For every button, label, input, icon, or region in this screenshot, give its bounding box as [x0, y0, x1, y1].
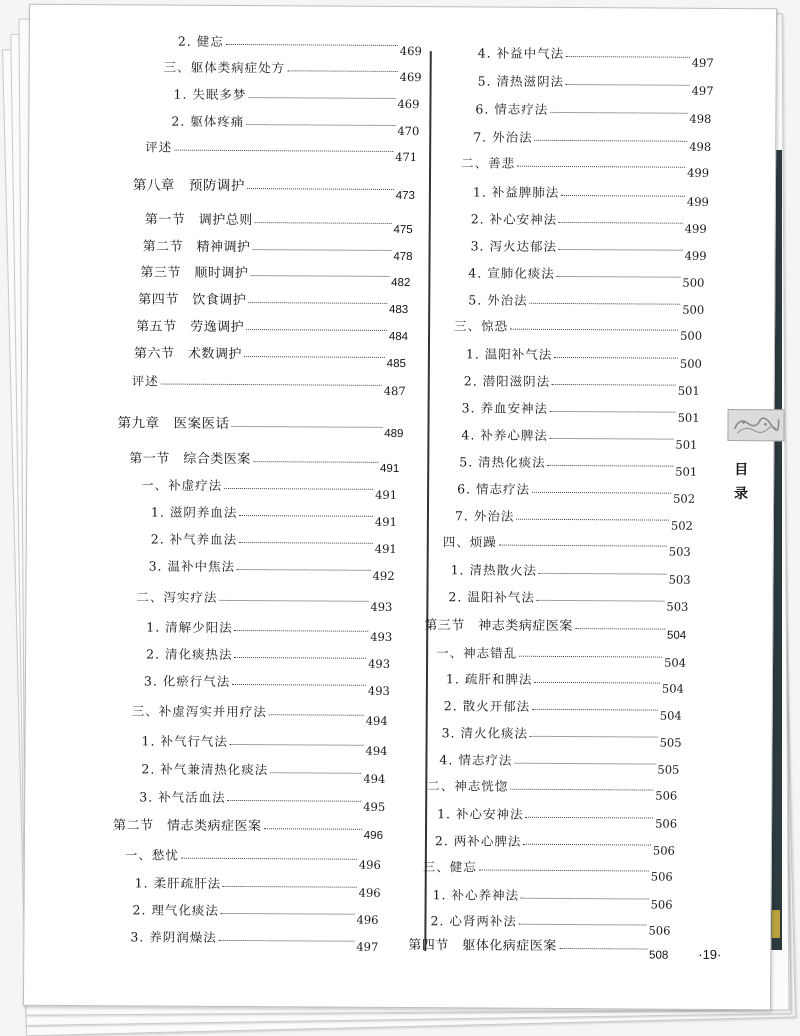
- toc-entry-page: 496: [358, 885, 381, 900]
- toc-entry-label: 2. 补气养血法: [150, 531, 238, 548]
- toc-entry-label: 1. 柔肝疏肝法: [134, 875, 222, 891]
- dot-leader: [575, 628, 665, 630]
- toc-entry: [461, 149, 710, 180]
- toc-entry: [470, 232, 707, 263]
- toc-entry-page: 500: [680, 328, 703, 343]
- toc-entry-page: 503: [666, 599, 689, 614]
- toc-entry-label: 3. 化瘀行气法: [143, 673, 231, 689]
- toc-entry: [136, 583, 393, 614]
- column-divider: [424, 51, 431, 951]
- toc-entry-label: 1. 补心安神法: [437, 806, 524, 822]
- toc-entry-label: 一、神志错乱: [436, 645, 518, 661]
- dot-leader: [255, 222, 392, 224]
- toc-entry-label: 第一节 调护总则: [144, 211, 253, 228]
- toc-entry: [436, 639, 687, 670]
- toc-entry-label: 二、善悲: [461, 155, 516, 171]
- dot-leader: [239, 542, 373, 544]
- toc-entry: [129, 444, 400, 475]
- toc-entry: [113, 811, 384, 842]
- toc-entry-page: 494: [365, 713, 388, 728]
- toc-entry-label: 3. 清火化痰法: [441, 725, 529, 741]
- toc-entry: [143, 667, 390, 698]
- dot-leader: [537, 600, 665, 602]
- toc-entry-page: 503: [668, 544, 691, 559]
- toc-entry-page: 506: [650, 897, 673, 912]
- toc-entry-label: 3. 养血安神法: [461, 400, 549, 416]
- dot-leader: [253, 461, 378, 463]
- toc-entry-page: 491: [374, 541, 397, 556]
- toc-entry-label: 1. 补益脾肺法: [472, 184, 560, 200]
- toc-entry-page: 506: [648, 923, 671, 938]
- toc-entry-label: 1. 疏肝和脾法: [445, 671, 533, 687]
- toc-entry-label: 三、补虚泻实并用疗法: [131, 703, 267, 720]
- toc-entry: [442, 528, 691, 559]
- toc-entry: [141, 755, 386, 786]
- dot-leader: [232, 684, 366, 686]
- toc-entry-page: 491: [374, 514, 397, 529]
- toc-entry: [472, 178, 709, 209]
- toc-entry-page: 500: [682, 275, 705, 290]
- toc-entry-page: 506: [655, 816, 678, 831]
- toc-entry-label: 1. 补气行气法: [141, 733, 229, 749]
- toc-entry-page: 493: [370, 629, 393, 644]
- toc-entry-page: 504: [664, 655, 687, 670]
- toc-entry-label: 4. 宣肺化痰法: [468, 265, 555, 281]
- toc-entry: [148, 552, 395, 583]
- dot-leader: [530, 736, 658, 738]
- toc-entry-page: 506: [655, 788, 678, 803]
- toc-entry-label: 评述: [131, 373, 159, 389]
- toc-entry-label: 一、补虚疗法: [141, 477, 223, 493]
- toc-entry: [117, 409, 404, 441]
- toc-entry-page: 493: [367, 683, 390, 698]
- toc-entry: [140, 258, 411, 290]
- edge-accent: [772, 910, 780, 938]
- toc-entry-page: 502: [670, 518, 693, 533]
- toc-entry-page: 499: [684, 221, 707, 236]
- toc-entry-label: 第五节 劳逸调护: [136, 318, 245, 335]
- decorative-seal: [727, 409, 784, 441]
- toc-entry-label: 2. 躯体疼痛: [171, 113, 245, 130]
- toc-entry-label: 1. 清热散火法: [450, 562, 538, 578]
- dot-leader: [559, 249, 683, 251]
- toc-entry: [145, 133, 418, 165]
- toc-entry: [131, 367, 406, 399]
- toc-entry: [465, 340, 702, 371]
- toc-entry-page: 469: [399, 69, 422, 85]
- toc-entry: [461, 394, 700, 425]
- toc-entry: [434, 827, 675, 858]
- toc-entry-label: 第二节 情志类病症医案: [113, 817, 262, 834]
- dot-leader: [539, 573, 667, 575]
- toc-entry-label: 二、泻实疗法: [136, 589, 218, 605]
- toc-entry-page: 494: [363, 771, 386, 786]
- dot-leader: [244, 356, 385, 358]
- toc-entry-page: 493: [370, 599, 393, 614]
- toc-entry: [136, 312, 409, 344]
- dot-leader: [224, 488, 373, 490]
- toc-entry-page: 483: [388, 303, 409, 317]
- toc-entry-page: 496: [358, 857, 381, 872]
- dot-leader: [523, 844, 651, 846]
- toc-entry: [173, 81, 420, 112]
- toc-entry: [124, 841, 381, 872]
- toc-entry: [477, 67, 714, 98]
- toc-entry-page: 506: [652, 843, 675, 858]
- toc-entry-page: 501: [675, 437, 698, 452]
- toc-entry-page: 475: [393, 223, 413, 237]
- dot-leader: [548, 465, 674, 467]
- toc-entry-page: 492: [372, 568, 395, 583]
- toc-entry: [177, 28, 422, 59]
- toc-entry: [437, 800, 678, 831]
- toc-entry-label: 一、愁忧: [124, 847, 179, 863]
- toc-entry: [150, 525, 397, 556]
- toc-entry-page: 504: [666, 629, 687, 642]
- toc-entry-label: 第二节 精神调护: [142, 238, 251, 255]
- toc-entry: [422, 853, 673, 884]
- toc-entry: [131, 697, 388, 728]
- dot-leader: [248, 302, 387, 304]
- toc-entry-page: 501: [675, 464, 698, 479]
- toc-entry-page: 497: [691, 83, 714, 98]
- dot-leader: [237, 569, 371, 571]
- dot-leader: [535, 140, 688, 142]
- dot-leader: [510, 789, 653, 791]
- toc-entry-label: 1. 失眠多梦: [173, 86, 247, 103]
- toc-entry-page: 500: [679, 356, 702, 371]
- toc-entry-page: 497: [691, 55, 714, 70]
- dot-leader: [514, 763, 655, 765]
- dot-leader: [231, 426, 382, 428]
- toc-entry: [430, 907, 671, 938]
- toc-entry-label: 第六节 术数调护: [133, 345, 242, 362]
- toc-entry-page: 469: [399, 43, 422, 59]
- toc-entry-page: 496: [356, 912, 379, 927]
- dot-leader: [221, 913, 355, 915]
- toc-entry: [171, 108, 420, 139]
- dot-leader: [246, 124, 395, 126]
- dot-leader: [499, 545, 667, 547]
- toc-entry: [459, 448, 698, 479]
- toc-entry: [475, 95, 712, 126]
- toc-entry-label: 4. 补益中气法: [477, 45, 565, 61]
- dot-leader: [250, 275, 389, 277]
- toc-entry-page: 469: [397, 96, 420, 112]
- toc-entry-page: 494: [365, 743, 388, 758]
- dot-leader: [552, 384, 676, 386]
- toc-entry-label: 2. 补心安神法: [470, 211, 558, 227]
- toc-entry-label: 4. 补养心脾法: [461, 427, 548, 443]
- toc-entry: [461, 421, 698, 452]
- toc-entry-page: 493: [368, 656, 391, 671]
- dot-leader: [181, 858, 357, 860]
- toc-entry-label: 1. 清解少阳法: [146, 619, 233, 635]
- toc-entry-label: 1. 补心养神法: [432, 887, 520, 903]
- toc-entry-page: 497: [356, 939, 379, 954]
- dot-leader: [534, 682, 660, 684]
- toc-entry: [477, 39, 714, 70]
- dot-leader: [228, 800, 362, 802]
- dot-leader: [550, 411, 676, 413]
- dragon-pattern-icon: [731, 413, 781, 437]
- toc-entry: [445, 665, 684, 696]
- toc-entry: [439, 746, 680, 777]
- toc-entry-label: 5. 清热化痰法: [459, 454, 546, 470]
- toc-vertical-title: 目 录: [734, 461, 749, 502]
- dot-leader: [519, 656, 662, 658]
- dot-leader: [223, 886, 357, 888]
- toc-entry: [130, 923, 379, 954]
- toc-entry-page: 504: [661, 681, 684, 696]
- toc-entry-label: 三、惊恐: [454, 318, 509, 334]
- dot-leader: [530, 303, 681, 305]
- toc-entry-label: 2. 补气兼清热化痰法: [141, 761, 269, 778]
- toc-entry: [132, 896, 379, 927]
- toc-entry-page: 506: [650, 869, 673, 884]
- toc-entry-label: 第四节 躯体化病症医案: [408, 937, 557, 953]
- toc-entry-label: 2. 散火开郁法: [443, 698, 531, 714]
- toc-entry-page: 491: [375, 487, 398, 502]
- toc-entry-label: 第一节 综合类医案: [129, 450, 251, 467]
- toc-entry: [132, 171, 415, 203]
- toc-entry-label: 2. 健忘: [177, 33, 224, 49]
- toc-entry-label: 第三节 顺时调护: [140, 264, 249, 281]
- toc-entry: [144, 205, 413, 237]
- toc-entry-label: 4. 情志疗法: [439, 752, 513, 768]
- dot-leader: [566, 84, 690, 86]
- toc-entry-page: 484: [388, 330, 409, 344]
- toc-entry-page: 473: [395, 189, 415, 203]
- dot-leader: [248, 97, 395, 99]
- dot-leader: [219, 940, 355, 942]
- dot-leader: [174, 150, 393, 152]
- dot-leader: [270, 772, 361, 774]
- toc-entry-label: 二、神志恍惚: [427, 778, 509, 794]
- dot-leader: [557, 276, 681, 278]
- toc-entry: [427, 772, 678, 803]
- toc-entry-page: 505: [659, 735, 682, 750]
- toc-entry: [138, 285, 409, 317]
- dot-leader: [519, 924, 647, 926]
- toc-entry-page: 471: [395, 149, 418, 165]
- dot-leader: [264, 828, 362, 830]
- toc-entry-page: 508: [649, 949, 669, 962]
- toc-entry-page: 470: [397, 123, 420, 139]
- toc-entry: [454, 502, 693, 533]
- toc-entry-label: 3. 补气活血法: [139, 789, 226, 805]
- toc-entry: [468, 259, 705, 290]
- toc-entry-label: 四、烦躁: [442, 534, 497, 550]
- dot-leader: [269, 714, 364, 716]
- toc-entry-page: 504: [659, 708, 682, 723]
- toc-entry-page: 498: [689, 111, 712, 126]
- toc-entry-label: 1. 温阳补气法: [465, 346, 553, 362]
- dot-leader: [226, 44, 398, 46]
- toc-entry-label: 5. 外治法: [468, 292, 528, 308]
- toc-entry-label: 评述: [145, 139, 173, 155]
- dot-leader: [230, 744, 364, 746]
- toc-entry: [146, 640, 391, 671]
- toc-entry-label: 3. 泻火达郁法: [470, 238, 558, 254]
- toc-entry: [139, 783, 386, 814]
- dot-leader: [559, 948, 647, 950]
- toc-entry-label: 1. 滋阴养血法: [150, 504, 238, 521]
- toc-entry: [133, 339, 406, 371]
- toc-entry-label: 第八章 预防调护: [132, 177, 246, 194]
- toc-entry: [142, 232, 413, 264]
- toc-entry-label: 第九章 医案医话: [117, 415, 230, 431]
- toc-entry-page: 501: [677, 410, 700, 425]
- toc-entry: [432, 881, 673, 912]
- toc-entry: [441, 719, 682, 750]
- toc-entry-page: 487: [383, 383, 406, 399]
- toc-entry-page: 499: [687, 165, 710, 180]
- toc-entry-page: 495: [363, 799, 386, 814]
- dot-leader: [554, 357, 678, 359]
- toc-entry: [163, 54, 422, 85]
- toc-entry: [473, 123, 712, 154]
- toc-entry: [448, 583, 689, 614]
- dot-leader: [532, 492, 671, 494]
- toc-entry-label: 2. 温阳补气法: [448, 589, 535, 605]
- dot-leader: [559, 222, 683, 224]
- toc-entry-label: 2. 心肾两补法: [430, 913, 517, 929]
- toc-entry: [457, 475, 696, 506]
- dot-leader: [521, 898, 649, 900]
- toc-entry: [454, 312, 703, 343]
- toc-entry-page: 491: [380, 462, 400, 475]
- toc-entry-page: 498: [689, 139, 712, 154]
- toc-entry-page: 482: [391, 276, 411, 290]
- toc-entry-label: 5. 清热滋阴法: [477, 73, 565, 89]
- dot-leader: [517, 166, 685, 168]
- toc-entry-label: 三、躯体类病症处方: [163, 59, 286, 76]
- toc-entry-label: 三、健忘: [422, 859, 477, 875]
- toc-entry: [468, 286, 705, 317]
- dot-leader: [287, 70, 398, 72]
- dot-leader: [550, 438, 674, 440]
- toc-entry-page: 502: [673, 491, 696, 506]
- toc-entry: [150, 498, 397, 529]
- dot-leader: [239, 515, 373, 517]
- dot-leader: [479, 869, 649, 871]
- toc-entry: [141, 471, 398, 502]
- toc-entry: [146, 613, 393, 644]
- toc-entry-page: 505: [657, 762, 680, 777]
- dot-leader: [246, 329, 387, 331]
- toc-entry-label: 6. 情志疗法: [457, 481, 531, 497]
- toc-entry: [134, 869, 381, 900]
- toc-entry-label: 2. 理气化痰法: [132, 902, 219, 918]
- page-number: ·19·: [698, 946, 722, 962]
- toc-entry-label: 2. 清化痰热法: [146, 646, 233, 662]
- dot-leader: [235, 630, 369, 632]
- toc-entry-page: 478: [393, 250, 413, 264]
- toc-entry-label: 2. 两补心脾法: [434, 833, 522, 849]
- dot-leader: [566, 56, 690, 58]
- toc-entry-label: 7. 外治法: [473, 129, 533, 145]
- dot-leader: [161, 384, 382, 386]
- toc-entry: [141, 727, 388, 758]
- toc-entry-page: 499: [684, 248, 707, 263]
- toc-entry: [463, 367, 700, 398]
- toc-entry-page: 503: [668, 572, 691, 587]
- toc-page: [23, 4, 777, 1011]
- toc-entry: [470, 205, 707, 236]
- toc-entry: [450, 556, 691, 587]
- toc-entry: [443, 692, 682, 723]
- dot-leader: [550, 112, 687, 114]
- dot-leader: [561, 195, 685, 197]
- dot-leader: [532, 709, 658, 711]
- toc-entry-page: 489: [384, 427, 404, 441]
- toc-entry-label: 2. 潜阳滋阴法: [463, 373, 551, 389]
- toc-entry-page: 500: [682, 302, 705, 317]
- dot-leader: [510, 329, 678, 331]
- dot-leader: [234, 657, 366, 659]
- toc-entry-label: 3. 温补中焦法: [148, 558, 236, 574]
- toc-entry-label: 6. 情志疗法: [475, 101, 549, 117]
- dot-leader: [526, 817, 654, 819]
- dot-leader: [516, 519, 669, 521]
- toc-entry-label: 7. 外治法: [454, 508, 515, 524]
- dot-leader: [253, 249, 392, 251]
- toc-entry-label: 3. 养阴润燥法: [130, 929, 217, 945]
- dot-leader: [247, 188, 394, 190]
- dot-leader: [219, 600, 368, 602]
- toc-entry: [408, 931, 669, 962]
- toc-entry-label: 第四节 饮食调护: [138, 291, 247, 308]
- toc-entry-page: 485: [386, 357, 406, 371]
- toc-entry-page: 496: [363, 829, 384, 842]
- toc-entry-label: 第三节 神志类病症医案: [424, 617, 573, 634]
- toc-entry-page: 501: [677, 383, 700, 398]
- toc-entry: [424, 611, 687, 642]
- toc-entry-page: 499: [686, 194, 709, 209]
